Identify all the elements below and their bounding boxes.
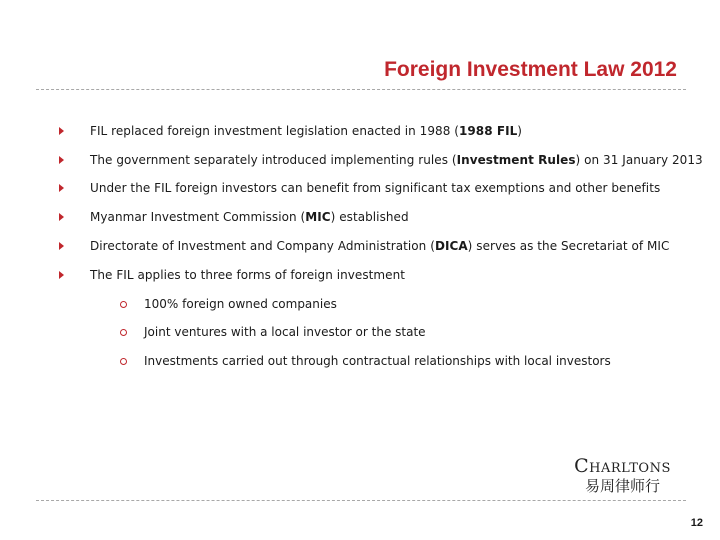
circle-bullet-icon [120, 329, 127, 336]
bullet-arrow-icon [59, 156, 64, 164]
bullet-text: Myanmar Investment Commission (MIC) established [90, 210, 409, 224]
bullet-item [59, 121, 522, 141]
bullet-arrow-icon [59, 127, 64, 135]
bullet-arrow-icon [59, 242, 64, 250]
slide-title: Foreign Investment Law 2012 [384, 58, 677, 81]
logo-name: Charltons [574, 455, 671, 477]
sub-bullet-text: 100% foreign owned companies [144, 297, 337, 311]
bullet-text: Directorate of Investment and Company Administration (DICA) serves as the Secretariat of MIC [90, 239, 670, 253]
bullet-item [59, 178, 660, 198]
charltons-logo [560, 455, 685, 495]
bullet-arrow-icon [59, 213, 64, 221]
bullet-text: The FIL applies to three forms of foreign investment [90, 268, 405, 282]
logo-chinese-name: 易周律师行 [584, 477, 660, 495]
bullet-item [59, 236, 669, 256]
top-divider [36, 89, 686, 90]
bullet-item [59, 207, 409, 227]
circle-bullet-icon [120, 358, 127, 365]
sub-bullet-item [120, 322, 426, 342]
bottom-divider [36, 500, 686, 501]
page-number: 12 [690, 517, 703, 529]
bullet-text: FIL replaced foreign investment legislation enacted in 1988 (1988 FIL) [90, 124, 523, 138]
bullet-arrow-icon [59, 184, 64, 192]
bullet-item [59, 150, 703, 170]
bullet-text: Under the FIL foreign investors can benefit from significant tax exemptions and other benefits [90, 181, 661, 195]
sub-bullet-text: Investments carried out through contractual relationships with local investors [144, 354, 611, 368]
sub-bullet-item [120, 351, 611, 371]
sub-bullet-text: Joint ventures with a local investor or the state [144, 325, 426, 339]
bullet-arrow-icon [59, 271, 64, 279]
sub-bullet-item [120, 294, 337, 314]
bullet-item [59, 265, 405, 285]
circle-bullet-icon [120, 301, 127, 308]
bullet-text: The government separately introduced implementing rules (Investment Rules) on 31 January 2013 [90, 153, 703, 167]
